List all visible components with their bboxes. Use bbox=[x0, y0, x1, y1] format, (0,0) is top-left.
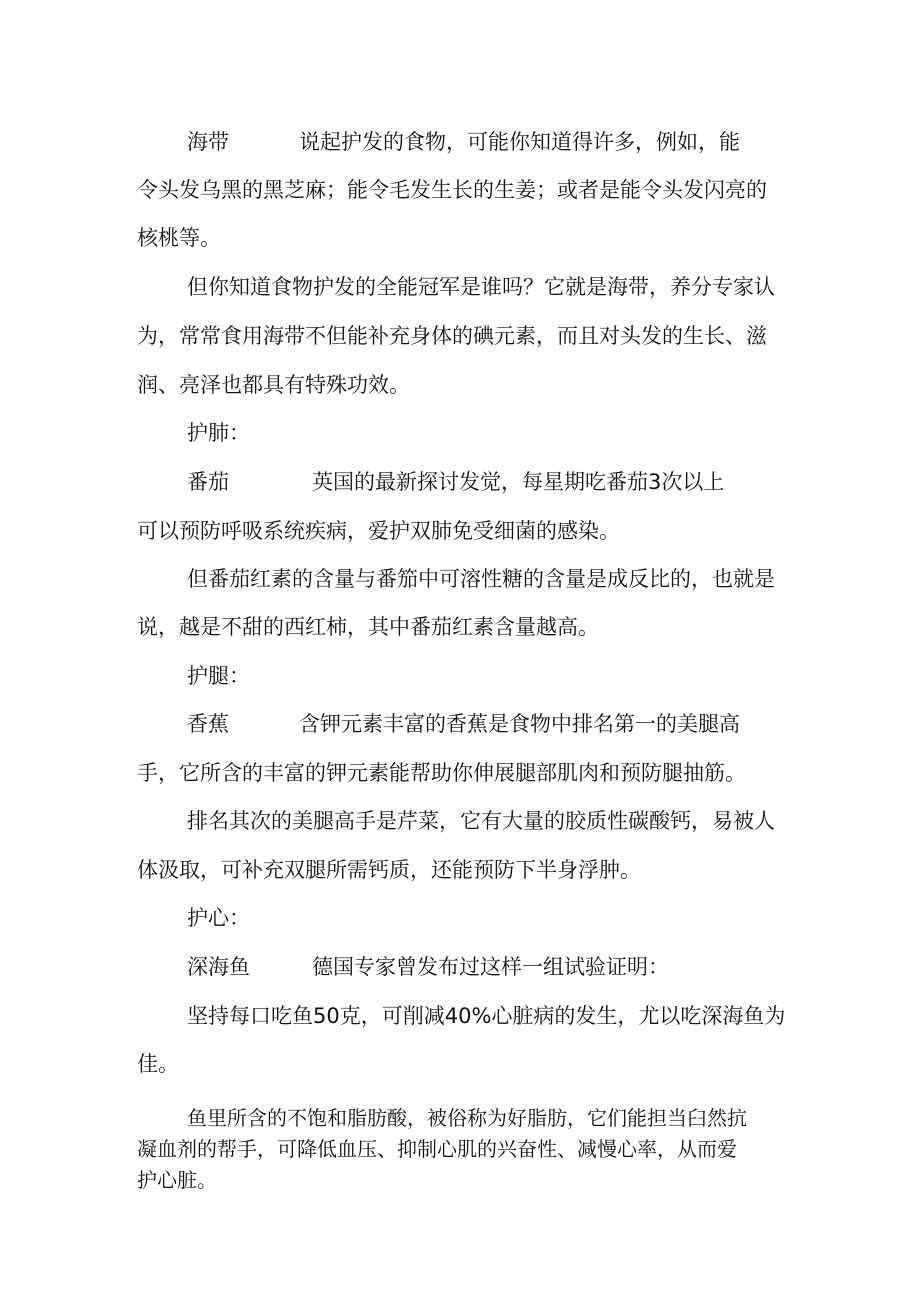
paragraph-line: 但你知道食物护发的全能冠军是谁吗？它就是海带，养分专家认 bbox=[187, 275, 775, 299]
paragraph-line: 但番茄红素的含量与番笳中可溶性糖的含量是成反比的，也就是 bbox=[187, 567, 775, 591]
paragraph-line: 德国专家曾发布过这样一组试验证明： bbox=[312, 955, 669, 979]
paragraph-line: 手，它所含的丰富的钾元素能帮助你伸展腿部肌肉和预防腿抽筋。 bbox=[137, 761, 746, 785]
paragraph-line: 护心脏。 bbox=[137, 1168, 217, 1192]
food-name-banana: 香蕉 bbox=[187, 712, 229, 736]
food-name-deep-sea-fish: 深海鱼 bbox=[187, 955, 250, 979]
paragraph-line: 可以预防呼吸系统疾病，爱护双肺免受细菌的感染。 bbox=[137, 519, 620, 543]
section-heading-leg: 护腿： bbox=[187, 664, 250, 688]
food-name-seaweed: 海带 bbox=[187, 130, 229, 154]
paragraph-line: 为，常常食用海带不但能补充身体的碘元素，而且对头发的生长、滋 bbox=[137, 324, 767, 348]
section-heading-lung: 护肺： bbox=[187, 421, 250, 445]
paragraph-line: 体汲取，可补充双腿所需钙质，还能预防下半身浮肿。 bbox=[137, 858, 641, 882]
paragraph-line: 说，越是不甜的西红柿，其中番茄红素含量越高。 bbox=[137, 615, 599, 639]
paragraph-line: 坚持每口吃鱼50克，可削减40%心脏病的发生，尤以吃深海鱼为 bbox=[187, 1004, 786, 1028]
paragraph-line: 核桃等。 bbox=[137, 226, 221, 250]
section-heading-heart: 护心： bbox=[187, 906, 250, 930]
paragraph-line: 英国的最新探讨发觉，每星期吃番茄3次以上 bbox=[312, 470, 725, 494]
food-name-tomato: 番茄 bbox=[187, 470, 229, 494]
paragraph-line: 鱼里所含的不饱和脂肪酸，被俗称为好脂肪，它们能担当臼然抗 bbox=[187, 1106, 747, 1130]
paragraph-line: 含钾元素丰富的香蕉是食物中排名第一的美腿高 bbox=[299, 712, 740, 736]
paragraph-line: 说起护发的食物，可能你知道得许多，例如，能 bbox=[299, 130, 740, 154]
paragraph-line: 佳。 bbox=[137, 1052, 179, 1076]
paragraph-line: 润、亮泽也都具有特殊功效。 bbox=[137, 373, 410, 397]
paragraph-line: 令头发乌黑的黑芝麻；能令毛发生长的生姜；或者是能令头发闪亮的 bbox=[137, 178, 767, 202]
paragraph-line: 凝血剂的帮手，可降低血压、抑制心肌的兴奋性、减慢心率，从而爱 bbox=[137, 1137, 737, 1161]
paragraph-line: 排名其次的美腿高手是芹菜，它有大量的胶质性碳酸钙，易被人 bbox=[187, 809, 775, 833]
